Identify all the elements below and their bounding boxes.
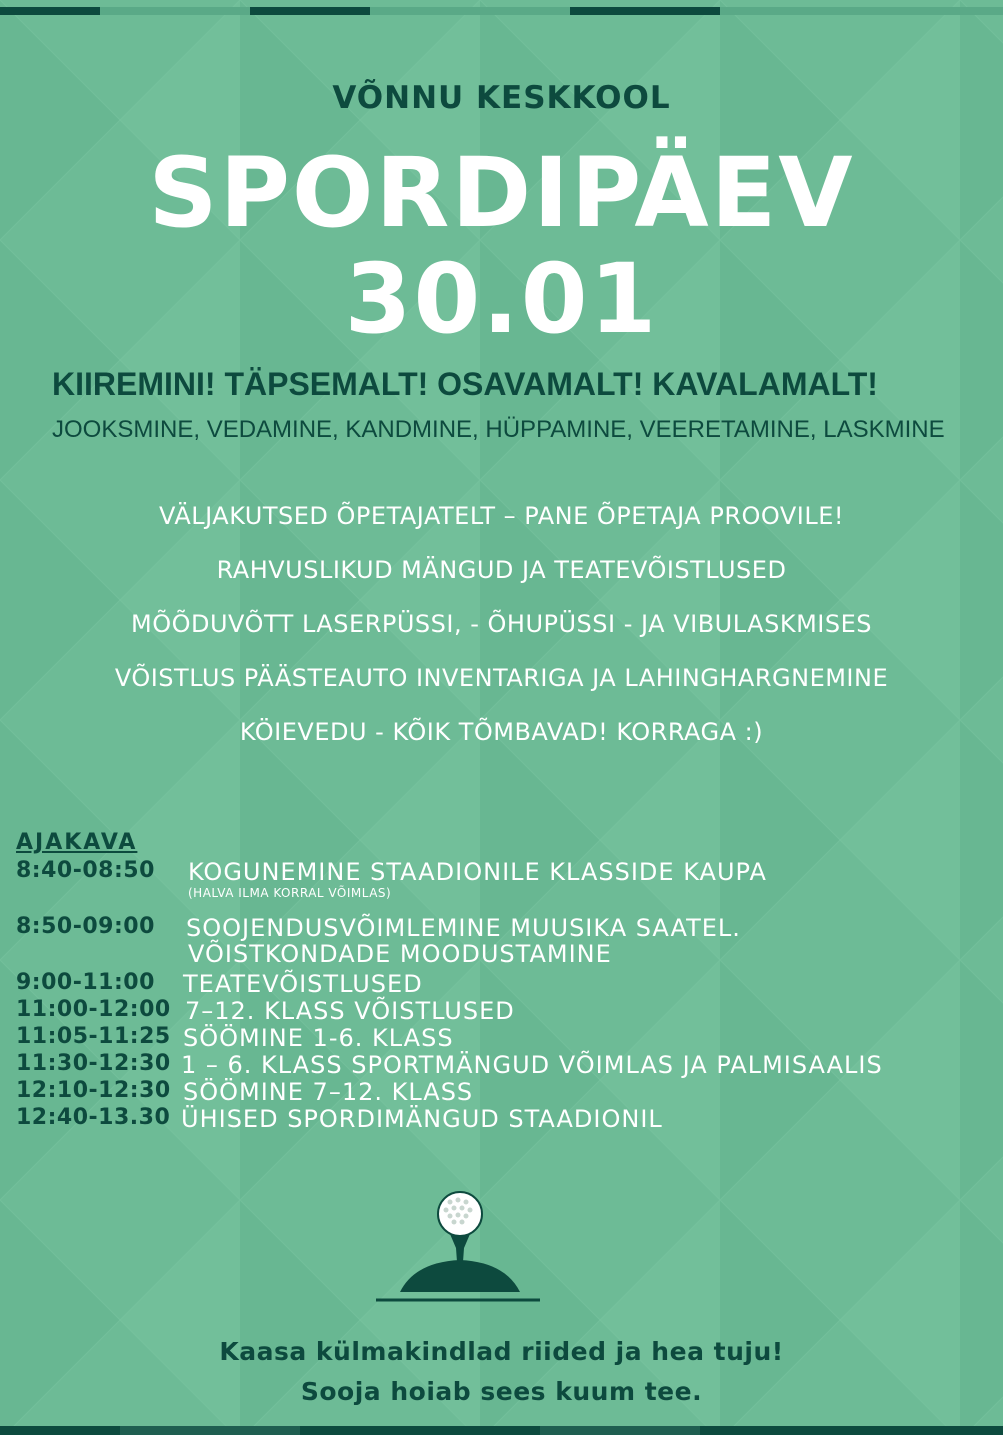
schedule-row	[16, 914, 1001, 970]
schedule-row	[16, 1024, 1001, 1051]
schedule-row	[16, 997, 1001, 1024]
title-date: 30.01	[344, 243, 659, 355]
schedule-desc: KOGUNEMINE STAADIONILE KLASSIDE KAUPA	[188, 858, 767, 886]
event-item: VÕISTLUS PÄÄSTEAUTO INVENTARIGA JA LAHINGHARGNEMINE	[114, 664, 889, 692]
schedule-desc: SÖÖMINE 7–12. KLASS	[183, 1078, 474, 1106]
event-item: RAHVUSLIKUD MÄNGUD JA TEATEVÕISTLUSED	[216, 556, 787, 584]
schedule-time: 12:10-12:30	[16, 1078, 171, 1103]
activities-list: JOOKSMINE, VEDAMINE, KANDMINE, HÜPPAMINE, VEERETAMINE, LASKMINE	[52, 416, 945, 443]
bottom-border-bar	[0, 1423, 1003, 1435]
title-line-1: SPORDIPÄEV	[148, 137, 855, 249]
schedule-row	[16, 858, 1001, 914]
event-item: KÖIEVEDU - KÕIK TÕMBAVAD! KORRAGA :)	[239, 718, 764, 746]
schedule-heading: AJAKAVA	[16, 830, 138, 855]
schedule-row	[16, 970, 1001, 997]
schedule-desc: SÖÖMINE 1-6. KLASS	[183, 1024, 454, 1052]
schedule-desc: SOOJENDUSVÕIMLEMINE MUUSIKA SAATEL.	[186, 914, 741, 942]
schedule-time: 11:30-12:30	[16, 1051, 171, 1076]
event-title	[0, 137, 1003, 355]
schedule-desc: 1 – 6. KLASS SPORTMÄNGUD VÕIMLAS JA PALMISAALIS	[181, 1051, 883, 1079]
golf-ball-on-tee-icon	[370, 1188, 550, 1306]
schedule-list	[16, 858, 1001, 1132]
schedule-time: 11:05-11:25	[16, 1024, 171, 1049]
footer-line-1: Kaasa külmakindlad riided ja hea tuju!	[219, 1337, 784, 1366]
slogan: KIIREMINI! TÄPSEMALT! OSAVAMALT! KAVALAMALT!	[52, 366, 878, 402]
footer-line-2: Sooja hoiab sees kuum tee.	[300, 1377, 703, 1406]
schedule-note: (HALVA ILMA KORRAL VÕIMLAS)	[188, 886, 392, 900]
footer-message	[0, 1332, 1003, 1412]
event-item: VÄLJAKUTSED ÕPETAJATELT – PANE ÕPETAJA PROOVILE!	[158, 502, 845, 530]
event-item: MÕÕDUVÕTT LASERPÜSSI, - ÕHUPÜSSI - JA VIBULASKMISES	[131, 610, 872, 638]
schedule-desc-2: VÕISTKONDADE MOODUSTAMINE	[188, 940, 612, 968]
schedule-time: 8:40-08:50	[16, 858, 155, 883]
schedule-time: 9:00-11:00	[16, 970, 155, 995]
schedule-desc: TEATEVÕISTLUSED	[183, 970, 423, 998]
schedule-row	[16, 1105, 1001, 1132]
schedule-time: 8:50-09:00	[16, 914, 155, 939]
schedule-time: 12:40-13.30	[16, 1105, 171, 1130]
schedule-desc: ÜHISED SPORDIMÄNGUD STAADIONIL	[181, 1105, 663, 1133]
events-list	[0, 498, 1003, 768]
schedule-row	[16, 1078, 1001, 1105]
top-border-bar	[0, 0, 1003, 8]
school-name: VÕNNU KESKKOOL	[332, 80, 671, 116]
schedule-desc: 7–12. KLASS VÕISTLUSED	[185, 997, 515, 1025]
schedule-row	[16, 1051, 1001, 1078]
schedule-time: 11:00-12:00	[16, 997, 171, 1022]
